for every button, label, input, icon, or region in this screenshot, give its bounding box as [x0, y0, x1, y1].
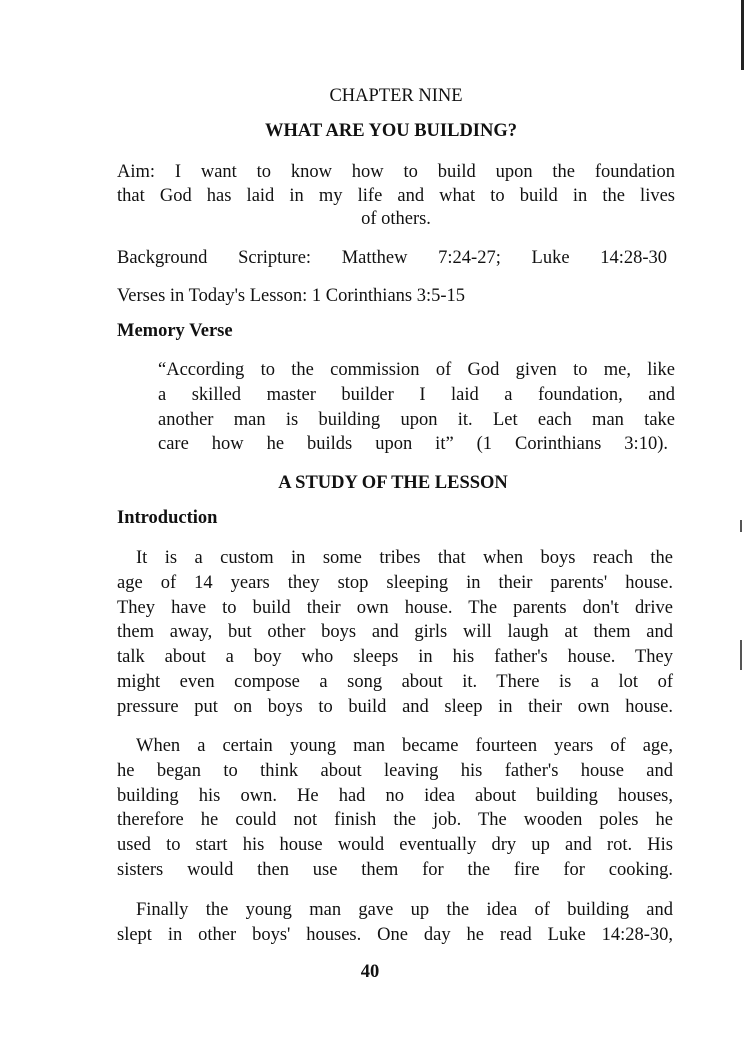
- aim-line: that God has laid in my life and what to build in the lives: [117, 186, 675, 206]
- memory-verse-line: “According to the commission of God given to me, like: [158, 360, 675, 380]
- paragraph-line: might even compose a song about it. There is a lot of: [117, 672, 673, 692]
- page-number: 40: [360, 962, 380, 982]
- paragraph-line: building his own. He had no idea about building houses,: [117, 785, 673, 806]
- verses-in-lesson: Verses in Today's Lesson: 1 Corinthians 3:5-15: [117, 286, 466, 306]
- scan-mark: [740, 520, 742, 532]
- paragraph-line: age of 14 years they stop sleeping in their parents' house.: [117, 572, 673, 593]
- chapter-label: CHAPTER NINE: [329, 86, 463, 106]
- memory-verse-line: care how he builds upon it” (1 Corinthians 3:10).: [158, 434, 668, 454]
- paragraph-line: sisters would then use them for the fire for cooking.: [117, 860, 673, 880]
- paragraph-line: therefore he could not finish the job. The wooden poles he: [117, 810, 673, 831]
- scan-mark: [740, 640, 742, 670]
- paragraph-line: slept in other boys' houses. One day he read Luke 14:28-30,: [117, 924, 673, 945]
- paragraph-line: pressure put on boys to build and sleep in their own house.: [117, 696, 673, 717]
- memory-verse-heading: Memory Verse: [117, 321, 233, 341]
- chapter-title: WHAT ARE YOU BUILDING?: [264, 121, 518, 141]
- paragraph-line: them away, but other boys and girls will laugh at them and: [117, 622, 673, 643]
- study-heading: A STUDY OF THE LESSON: [278, 473, 508, 493]
- paragraph-line: They have to build their own house. The parents don't drive: [117, 597, 673, 618]
- paragraph-line: Finally the young man gave up the idea of building and: [136, 900, 673, 920]
- paragraph-line: talk about a boy who sleeps in his father's house. They: [117, 647, 673, 668]
- aim-line: Aim: I want to know how to build upon the foundation: [117, 162, 675, 182]
- introduction-heading: Introduction: [117, 508, 218, 528]
- paragraph-line: used to start his house would eventually dry up and rot. His: [117, 835, 673, 856]
- paragraph-line: When a certain young man became fourteen years of age,: [136, 736, 673, 756]
- memory-verse-line: a skilled master builder I laid a foundation, and: [158, 385, 675, 405]
- background-scripture: Background Scripture: Matthew 7:24-27; Luke 14:28-30: [117, 248, 667, 268]
- paragraph-line: he began to think about leaving his father's house and: [117, 760, 673, 781]
- paragraph-line: It is a custom in some tribes that when boys reach the: [136, 548, 673, 568]
- aim-line: of others.: [361, 209, 431, 229]
- memory-verse-line: another man is building upon it. Let each man take: [158, 410, 675, 430]
